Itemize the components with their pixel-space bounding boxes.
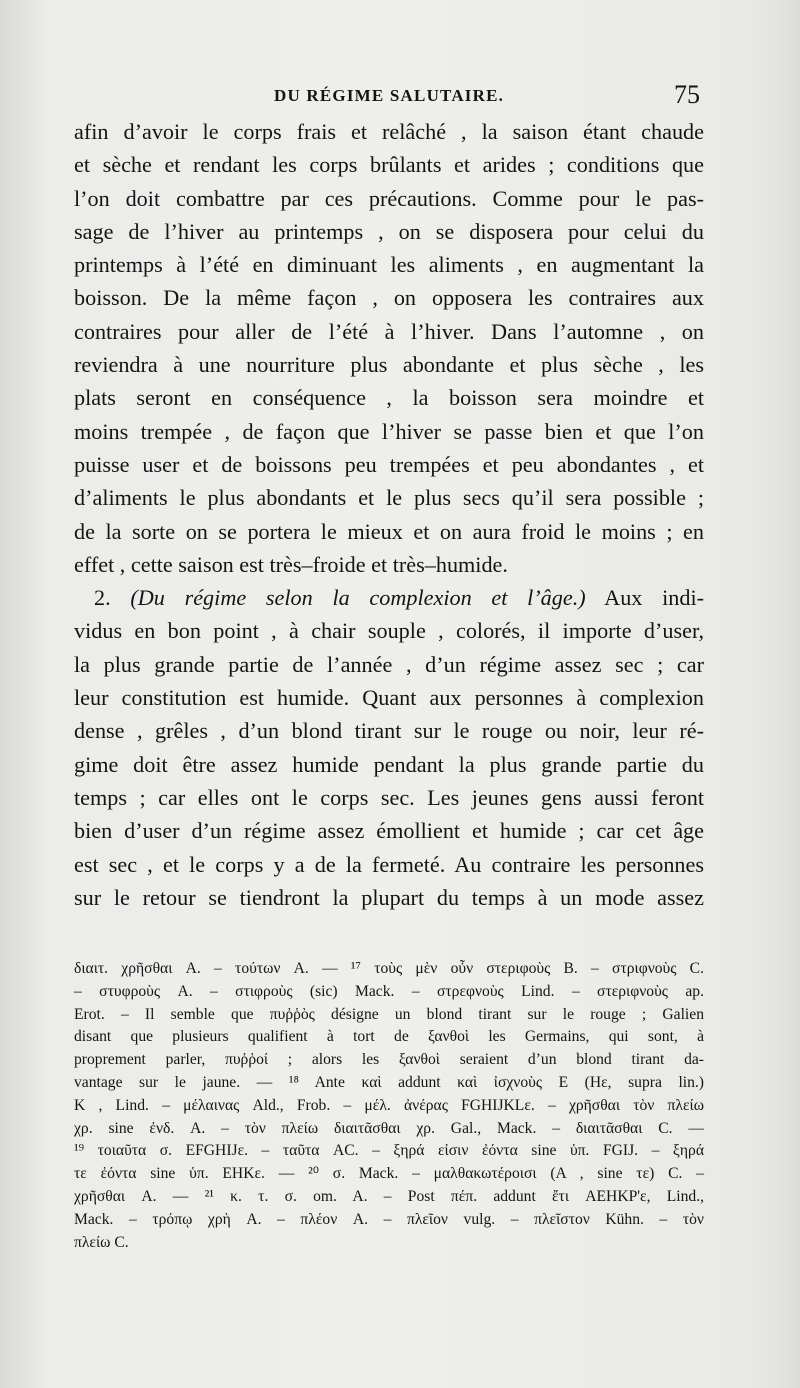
footnote-line: χρῆσθαι A. — ²¹ κ. τ. σ. om. A. – Post πέπ. addunt ἔτι AEHKP'ε, Lind., <box>74 1187 704 1205</box>
footnote-line: τε ἐόντα sine ὑπ. EHKε. — ²⁰ σ. Mack. – μαλθακωτέροισι (A , sine τε) C. – <box>74 1165 704 1183</box>
text-line: temps ; car elles ont le corps sec. Les jeunes gens aussi feront <box>74 784 704 810</box>
running-head: DU RÉGIME SALUTAIRE. <box>274 86 505 105</box>
text-line: l’on doit combattre par ces précautions. Comme pour le pas- <box>74 185 704 211</box>
section-heading-line <box>74 581 704 614</box>
text-line: afin d’avoir le corps frais et relâché , la saison étant chaude <box>74 119 704 144</box>
text-line: bien d’user d’un régime assez émollient et humide ; car cet âge <box>74 818 704 844</box>
text-line: moins trempée , de façon que l’hiver se passe bien et que l’on <box>74 418 704 444</box>
footnote-line: πλείω C. <box>74 1233 129 1251</box>
text-line: boisson. De la même façon , on opposera les contraires aux <box>74 285 704 311</box>
text-line: d’aliments le plus abondants et le plus secs qu’il sera possible ; <box>74 485 704 511</box>
footnote-line: ¹⁹ τοιαῦτα σ. EFGHIJε. – ταῦτα AC. – ξηρά εἰσιν ἐόντα sine ὑπ. FGIJ. – ξηρά <box>74 1142 704 1160</box>
text-line: leur constitution est humide. Quant aux personnes à complexion <box>74 685 704 711</box>
text-line: et sèche et rendant les corps brûlants et arides ; conditions que <box>74 152 704 178</box>
text-line: sage de l’hiver au printemps , on se disposera pour celui du <box>74 218 704 244</box>
footnote-line: proprement parler, πυῤῥοί ; alors les ξανθοὶ seraient d’un blond tirant da- <box>74 1051 704 1069</box>
footnote-line: διαιτ. χρῆσθαι A. – τούτων A. — ¹⁷ τοὺς μὲν οὖν στεριφοὺς B. – στριφνοὺς C. <box>74 960 704 977</box>
main-text <box>74 115 704 914</box>
text-line: de la sorte on se portera le mieux et on aura froid le moins ; en <box>74 518 704 544</box>
page-header <box>74 80 704 114</box>
footnote-line: χρ. sine ἐνδ. A. – τὸν πλείω διαιτᾶσθαι χρ. Gal., Mack. – διαιτᾶσθαι C. — <box>74 1119 704 1137</box>
text-line: la plus grande partie de l’année , d’un régime assez sec ; car <box>74 651 704 677</box>
footnotes <box>74 958 704 1254</box>
footnote-line: K , Lind. – μέλαινας Ald., Frob. – μέλ. ἀνέρας FGHIJKLε. – χρῆσθαι τὸν πλείω <box>74 1096 704 1114</box>
page-number: 75 <box>674 80 700 109</box>
text-line: gime doit être assez humide pendant la plus grande partie du <box>74 751 704 777</box>
footnote-line: Erot. – Il semble que πυῤῥὸς désigne un blond tirant sur le rouge ; Galien <box>74 1005 704 1023</box>
footnote-line: Mack. – τρόπῳ χρὴ A. – πλέον A. – πλεῖον vulg. – πλεῖστον Kühn. – τὸν <box>74 1210 704 1228</box>
text-line: printemps à l’été en diminuant les aliments , en augmentant la <box>74 252 704 278</box>
section-title: (Du régime selon la complexion et l’âge.) <box>130 585 586 611</box>
text-line: puisse user et de boissons peu trempées et peu abondantes , et <box>74 451 704 477</box>
section-number: 2. <box>94 585 111 611</box>
footnote-line: vantage sur le jaune. — ¹⁸ Ante καὶ addunt καὶ ἰσχνοὺς E (Hε, supra lin.) <box>74 1073 704 1091</box>
text-line: vidus en bon point , à chair souple , colorés, il importe d’user, <box>74 618 704 644</box>
text-line: sur le retour se tiendront la plupart du temps à un mode assez <box>74 884 704 910</box>
text-line: effet , cette saison est très–froide et très–humide. <box>74 551 508 577</box>
text-fragment: Aux indi- <box>604 585 705 611</box>
text-line: plats seront en conséquence , la boisson sera moindre et <box>74 385 704 411</box>
footnote-line: disant que plusieurs qualifient à tort de ξανθοὶ les Germains, qui sont, à <box>74 1028 704 1046</box>
text-line: est sec , et le corps y a de la fermeté. Au contraire les personnes <box>74 851 704 877</box>
text-line: dense , grêles , d’un blond tirant sur le rouge ou noir, leur ré- <box>74 718 704 744</box>
text-line: contraires pour aller de l’été à l’hiver. Dans l’automne , on <box>74 318 704 344</box>
footnote-line: – στυφροὺς A. – στιφροὺς (sic) Mack. – στρεφνοὺς Lind. – στεριφνοὺς ap. <box>74 982 704 1000</box>
text-line: reviendra à une nourriture plus abondante et plus sèche , les <box>74 352 704 378</box>
